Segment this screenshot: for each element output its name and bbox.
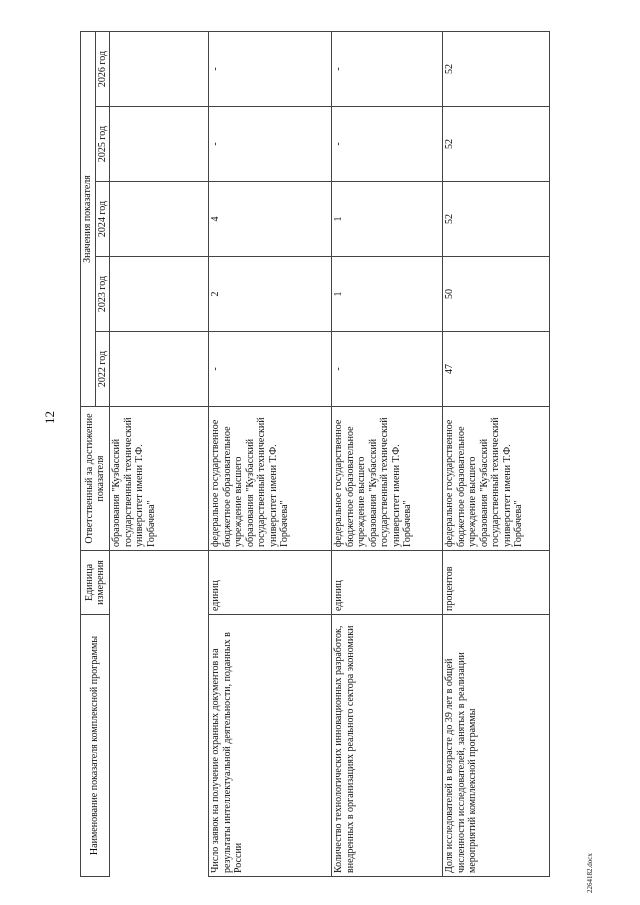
- cell-value: 52: [443, 31, 550, 106]
- cell-indicator-name: Количество технологических инновационных разработок, внедренных в организациях реального сектора экономики: [332, 615, 443, 877]
- cell-value: 4: [209, 182, 332, 257]
- header-year: 2022 год: [95, 332, 110, 407]
- cell-responsible: образования "Кузбасский государственный технический университет имени Т.Ф. Горбачева": [110, 407, 209, 551]
- cell-value: -: [332, 107, 443, 182]
- cell-value: 52: [443, 107, 550, 182]
- header-year: 2023 год: [95, 257, 110, 332]
- header-unit: Единица измерения: [81, 551, 110, 615]
- cell-value: -: [209, 31, 332, 106]
- cell-value: -: [209, 332, 332, 407]
- indicator-table-wrapper: [80, 32, 628, 877]
- cell-value: 2: [209, 257, 332, 332]
- page-number: 12: [42, 411, 57, 424]
- cell-value: -: [332, 31, 443, 106]
- header-year: 2024 год: [95, 182, 110, 257]
- header-values-group: Значения показателя: [81, 31, 96, 406]
- table-row: [332, 31, 443, 876]
- cell-responsible: федеральное государственное бюджетное образовательное учреждение высшего образования "Кузбасский государственный технический университет имени Т.Ф. Горбачева": [332, 407, 443, 551]
- table-row: [443, 31, 550, 876]
- continuation-row: [110, 31, 209, 876]
- cell-value: 52: [443, 182, 550, 257]
- header-responsible: Ответственный за достижение показателя: [81, 407, 110, 551]
- cell-value: 1: [332, 257, 443, 332]
- cell-value: 1: [332, 182, 443, 257]
- cell-value: 47: [443, 332, 550, 407]
- cell-unit: единиц: [332, 551, 443, 615]
- header-row-1: [81, 31, 96, 876]
- cell-value: 50: [443, 257, 550, 332]
- table-row: [209, 31, 332, 876]
- header-name: Наименование показателя комплексной программы: [81, 615, 110, 877]
- cell-indicator-name: Доля исследователей в возрасте до 39 лет в общей численности исследователей, занятых в реализации мероприятий комплексной программы: [443, 615, 550, 877]
- cell-unit: единиц: [209, 551, 332, 615]
- indicator-table: [80, 31, 550, 877]
- cell-value: -: [332, 332, 443, 407]
- cell-responsible: федеральное государственное бюджетное образовательное учреждение высшего образования "Кузбасский государственный технический университет имени Т.Ф. Горбачева": [443, 407, 550, 551]
- cell-indicator-name: Число заявок на получение охранных документов на результаты интеллектуальной деятельности, поданных в России: [209, 615, 332, 877]
- cell-value: -: [209, 107, 332, 182]
- cell-unit: процентов: [443, 551, 550, 615]
- footer-filename: 2264182.docx: [586, 853, 594, 893]
- header-year: 2026 год: [95, 31, 110, 106]
- header-year: 2025 год: [95, 107, 110, 182]
- cell-responsible: федеральное государственное бюджетное образовательное учреждение высшего образования "Кузбасский государственный технический университет имени Т.Ф. Горбачева": [209, 407, 332, 551]
